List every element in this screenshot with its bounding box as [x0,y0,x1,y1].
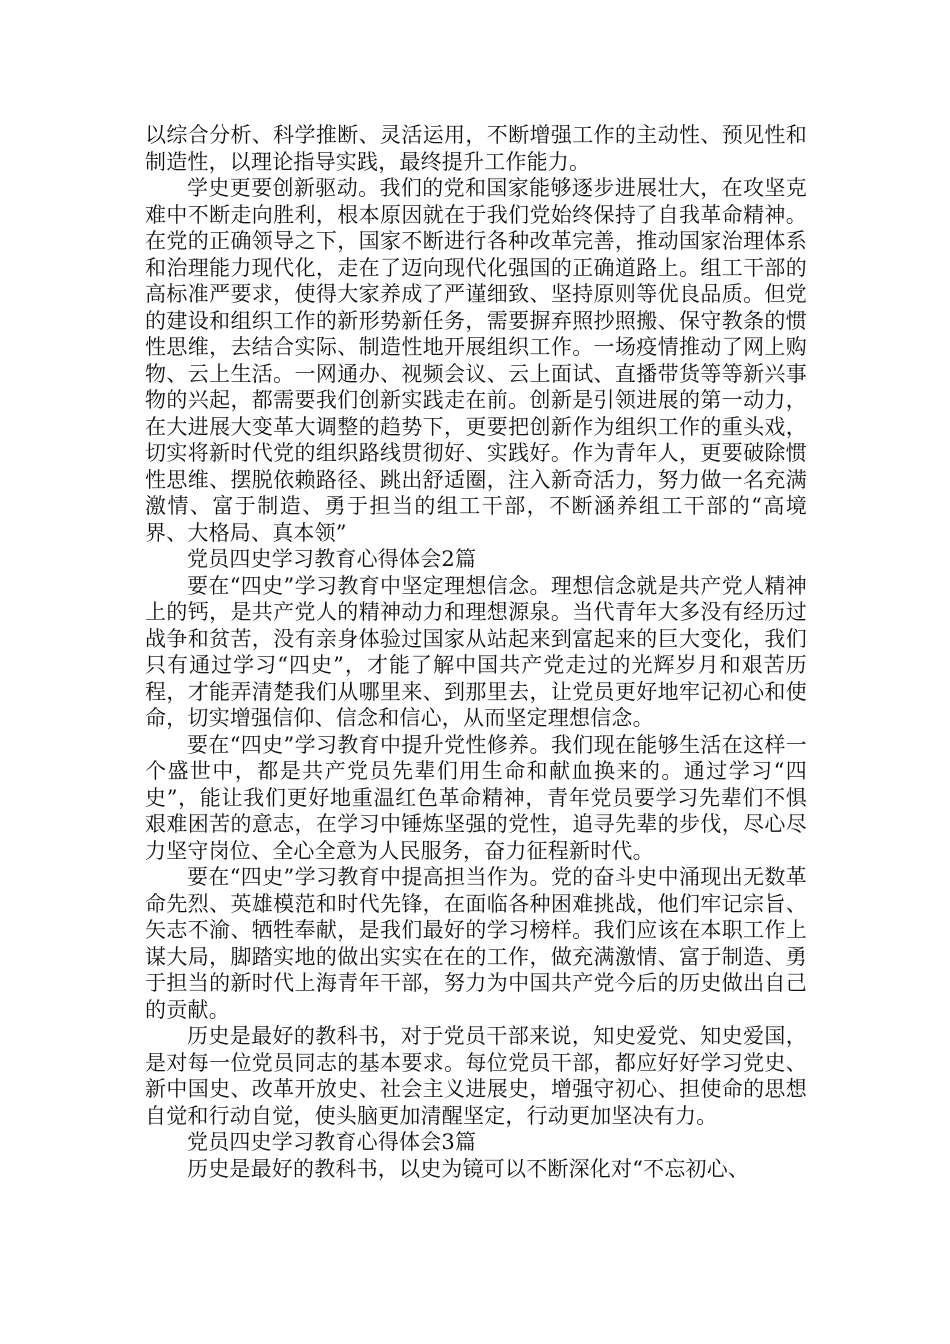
section-heading-2: 党员四史学习教育心得体会2篇 [187,547,477,571]
paragraph-party-spirit: 要在“四史”学习教育中提升党性修养。我们现在能够生活在这样一个盛世中，都是共产党员先辈们用生命和献血换来的。通过学习“四史”，能让我们更好地重温红色革命精神，青年党员要学习先辈们不惧艰难困苦的意志，在学习中锤炼坚强的党性，追寻先辈的步伐，尽心尽力坚守岗位、全心全意为人民服务，奋力征程新时代。 [145,732,807,863]
paragraph-ideals: 要在“四史”学习教育中坚定理想信念。理想信念就是共产党人精神上的钙，是共产党人的精神动力和理想源泉。当代青年大多没有经历过战争和贫苦，没有亲身体验过国家从站起来到富起来的巨大变化，我们只有通过学习“四史”，才能了解中国共产党走过的光辉岁月和艰苦历程，才能弄清楚我们从哪里来、到那里去，让党员更好地牢记初心和使命，切实增强信仰、信念和信心，从而坚定理想信念。 [145,573,807,730]
paragraph-innovation: 学史更要创新驱动。我们的党和国家能够逐步进展壮大，在攻坚克难中不断走向胜利，根本原因就在于我们党始终保持了自我革命精神。在党的正确领导之下，国家不断进行各种改革完善，推动国家治理体系和治理能力现代化，走在了迈向现代化强国的正确道路上。组工干部的高标准严要求，使得大家养成了严谨细致、坚持原则等优良品质。但党的建设和组织工作的新形势新任务，需要摒弃照抄照搬、保守教条的惯性思维，去结合实际、制造性地开展组织工作。一场疫情推动了网上购物、云上生活。一网通办、视频会议、云上面试、直播带货等等新兴事物的兴起，都需要我们创新实践走在前。创新是引领进展的第一动力，在大进展大变革大调整的趋势下，更要把创新作为组织工作的重头戏，切实将新时代党的组织路线贯彻好、实践好。作为青年人，更要破除惯性思维、摆脱依赖路径、跳出舒适圈，注入新奇活力，努力做一名充满激情、富于制造、勇于担当的组工干部，不断涵养组工干部的“高境界、大格局、真本领” [145,176,807,545]
section-heading-3: 党员四史学习教育心得体会3篇 [187,1130,477,1154]
paragraph-responsibility: 要在“四史”学习教育中提高担当作为。党的奋斗史中涌现出无数革命先烈、英雄模范和时代先锋，在面临各种困难挑战，他们牢记宗旨、矢志不渝、牺牲奉献，是我们最好的学习榜样。我们应该在本职工作上谋大局，脚踏实地的做出实实在在的工作，做充满激情、富于制造、勇于担当的新时代上海青年干部，努力为中国共产党今后的历史做出自己的贡献。 [145,865,807,1022]
document-page [145,122,807,1182]
paragraph-history-mirror: 历史是最好的教科书，以史为镜可以不断深化对“不忘初心、 [187,1156,750,1181]
paragraph-continuation: 以综合分析、科学推断、灵活运用，不断增强工作的主动性、预见性和制造性，以理论指导实践，最终提升工作能力。 [145,123,807,174]
paragraph-history-textbook: 历史是最好的教科书，对于党员干部来说，知史爱党、知史爱国，是对每一位党员同志的基本要求。每位党员干部，都应好好学习党史、新中国史、改革开放史、社会主义进展史，增强守初心、担使命的思想自觉和行动自觉，使头脑更加清醒坚定，行动更加坚决有力。 [145,1024,807,1128]
